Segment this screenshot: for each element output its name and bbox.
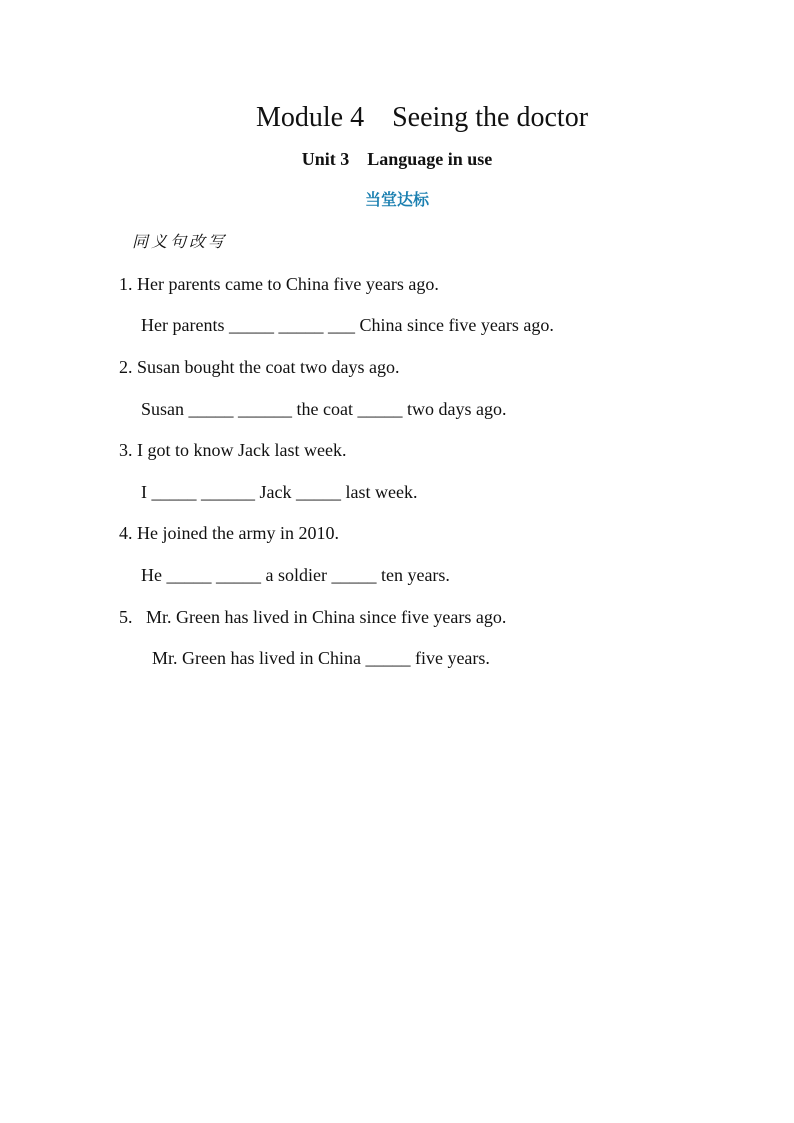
- question-4-original: 4. He joined the army in 2010.: [119, 523, 339, 543]
- question-3-original: 3. I got to know Jack last week.: [119, 440, 347, 460]
- question-2-original: 2. Susan bought the coat two days ago.: [119, 357, 400, 377]
- unit-subtitle: Unit 3 Language in use: [301, 149, 493, 169]
- exercise-instruction: 同义句改写: [132, 232, 228, 251]
- page-title: Module 4 Seeing the doctor: [255, 102, 589, 133]
- question-1-original: 1. Her parents came to China five years ago.: [119, 274, 439, 294]
- question-1-rewrite: Her parents _____ _____ ___ China since five years ago.: [141, 315, 554, 335]
- question-2-rewrite: Susan _____ ______ the coat _____ two days ago.: [141, 399, 507, 419]
- section-tag: 当堂达标: [364, 190, 429, 209]
- question-3-rewrite: I _____ ______ Jack _____ last week.: [141, 482, 418, 502]
- question-5-rewrite: Mr. Green has lived in China _____ five years.: [152, 648, 490, 668]
- question-4-rewrite: He _____ _____ a soldier _____ ten years.: [141, 565, 450, 585]
- question-5-original: 5. Mr. Green has lived in China since five years ago.: [119, 607, 507, 627]
